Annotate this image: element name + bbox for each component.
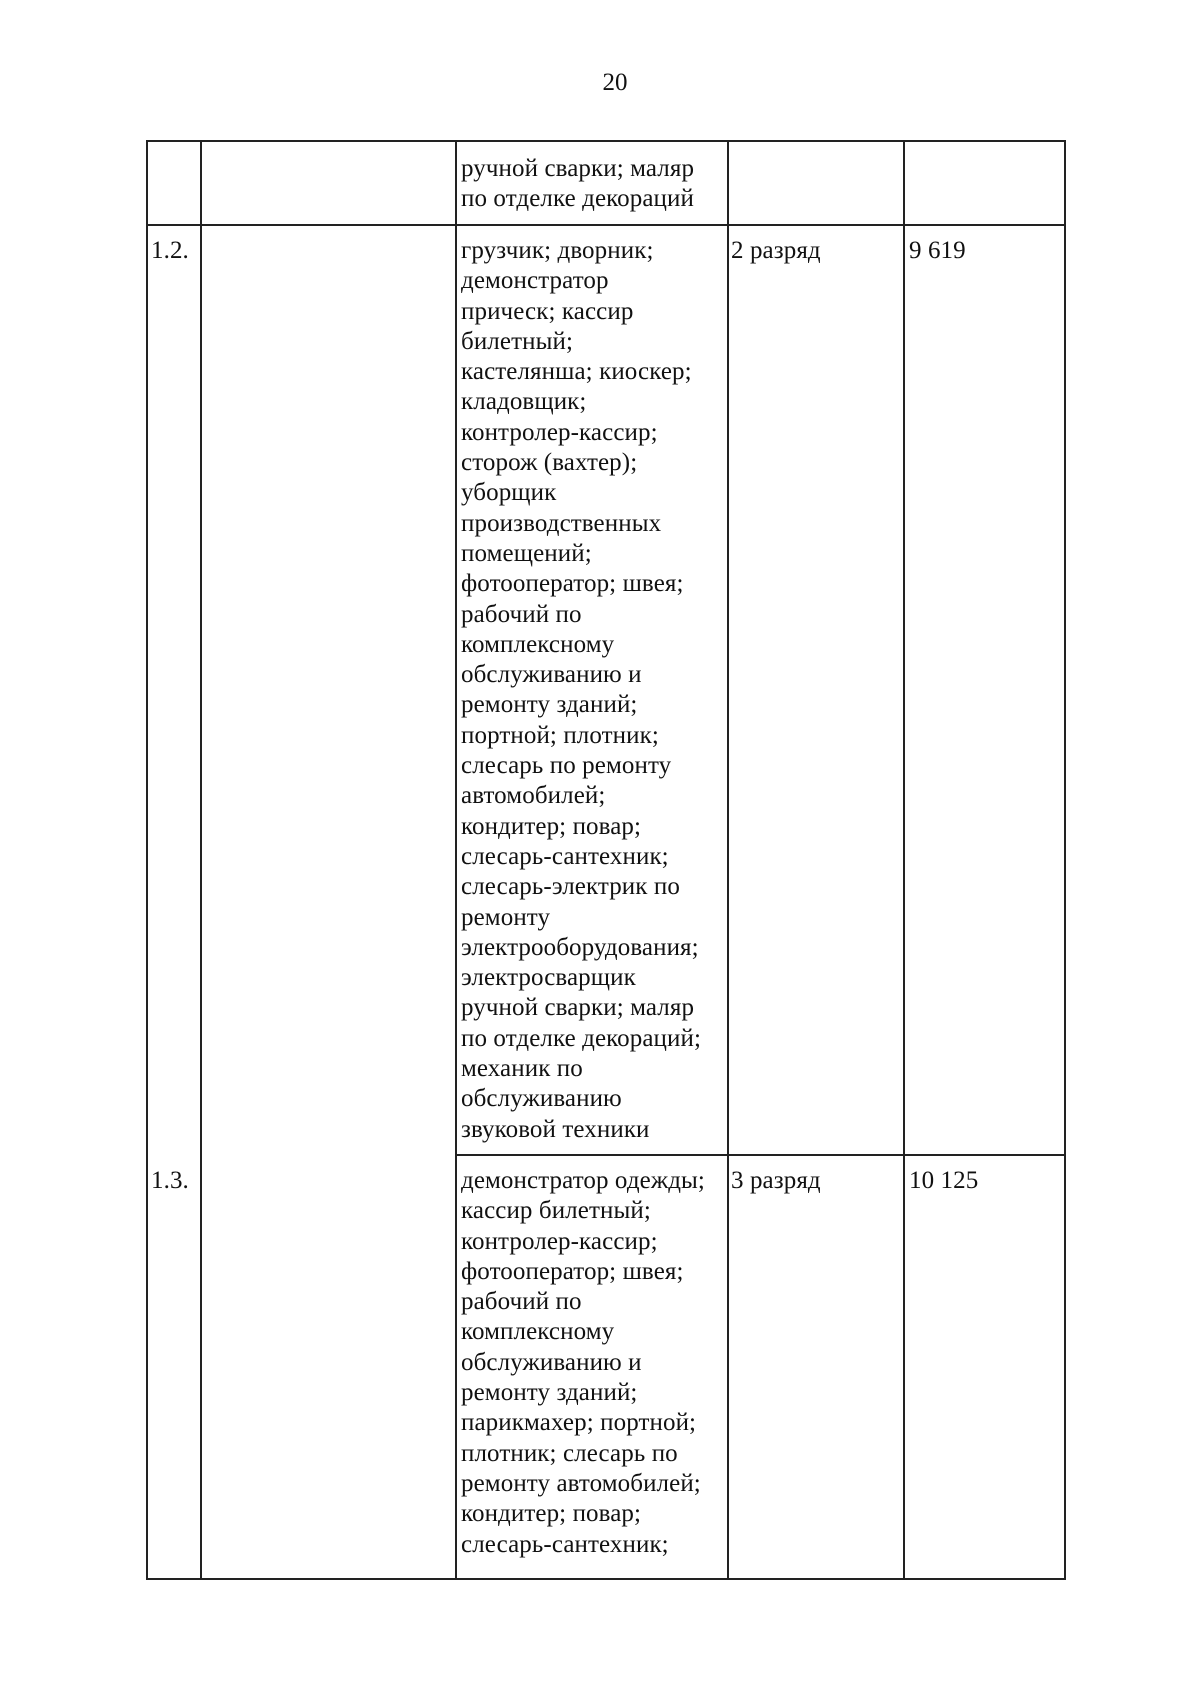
salary-table	[146, 140, 1066, 1580]
grade-cell: 3 разряд	[731, 1167, 821, 1194]
page-number: 20	[602, 69, 628, 96]
column-divider	[200, 140, 202, 1580]
column-divider	[727, 140, 729, 1580]
column-divider	[455, 140, 457, 1580]
row-divider	[146, 224, 1066, 226]
salary-cell: 9 619	[909, 237, 966, 264]
job-titles-cell: ручной сварки; маляр по отделке декораций	[461, 155, 695, 213]
column-divider	[903, 140, 905, 1580]
job-titles-cell: грузчик; дворник; демонстратор прическ; кассир билетный; кастелянша; киоскер; кладовщик; контролер-кассир; сторож (вахтер); уборщик производственных помещений; фотооператор; швея; рабочий по комплексному обслуживанию и ремонту зданий; портной; плотник; слесарь по ремонту автомобилей; кондитер; повар; слесарь-сантехник; слесарь-электрик по ремонту электрооборудования; электросварщик ручной сварки; маляр по отделке декораций; механик по обслуживанию звуковой техники	[461, 237, 702, 1143]
job-titles-cell: демонстратор одежды; кассир билетный; контролер-кассир; фотооператор; швея; рабочий по комплексному обслуживанию и ремонту зданий; парикмахер; портной; плотник; слесарь по ремонту автомобилей; кондитер; повар; слесарь-сантехник;	[461, 1167, 705, 1558]
row-number-cell: 1.3.	[151, 1167, 189, 1194]
row-divider	[456, 1154, 1066, 1156]
table-right-border	[1064, 140, 1066, 1580]
table-top-border	[146, 140, 1066, 142]
table-bottom-border	[146, 1578, 1066, 1580]
row-number-cell: 1.2.	[151, 237, 189, 264]
salary-cell: 10 125	[909, 1167, 979, 1194]
grade-cell: 2 разряд	[731, 237, 821, 264]
table-left-border	[146, 140, 148, 1580]
